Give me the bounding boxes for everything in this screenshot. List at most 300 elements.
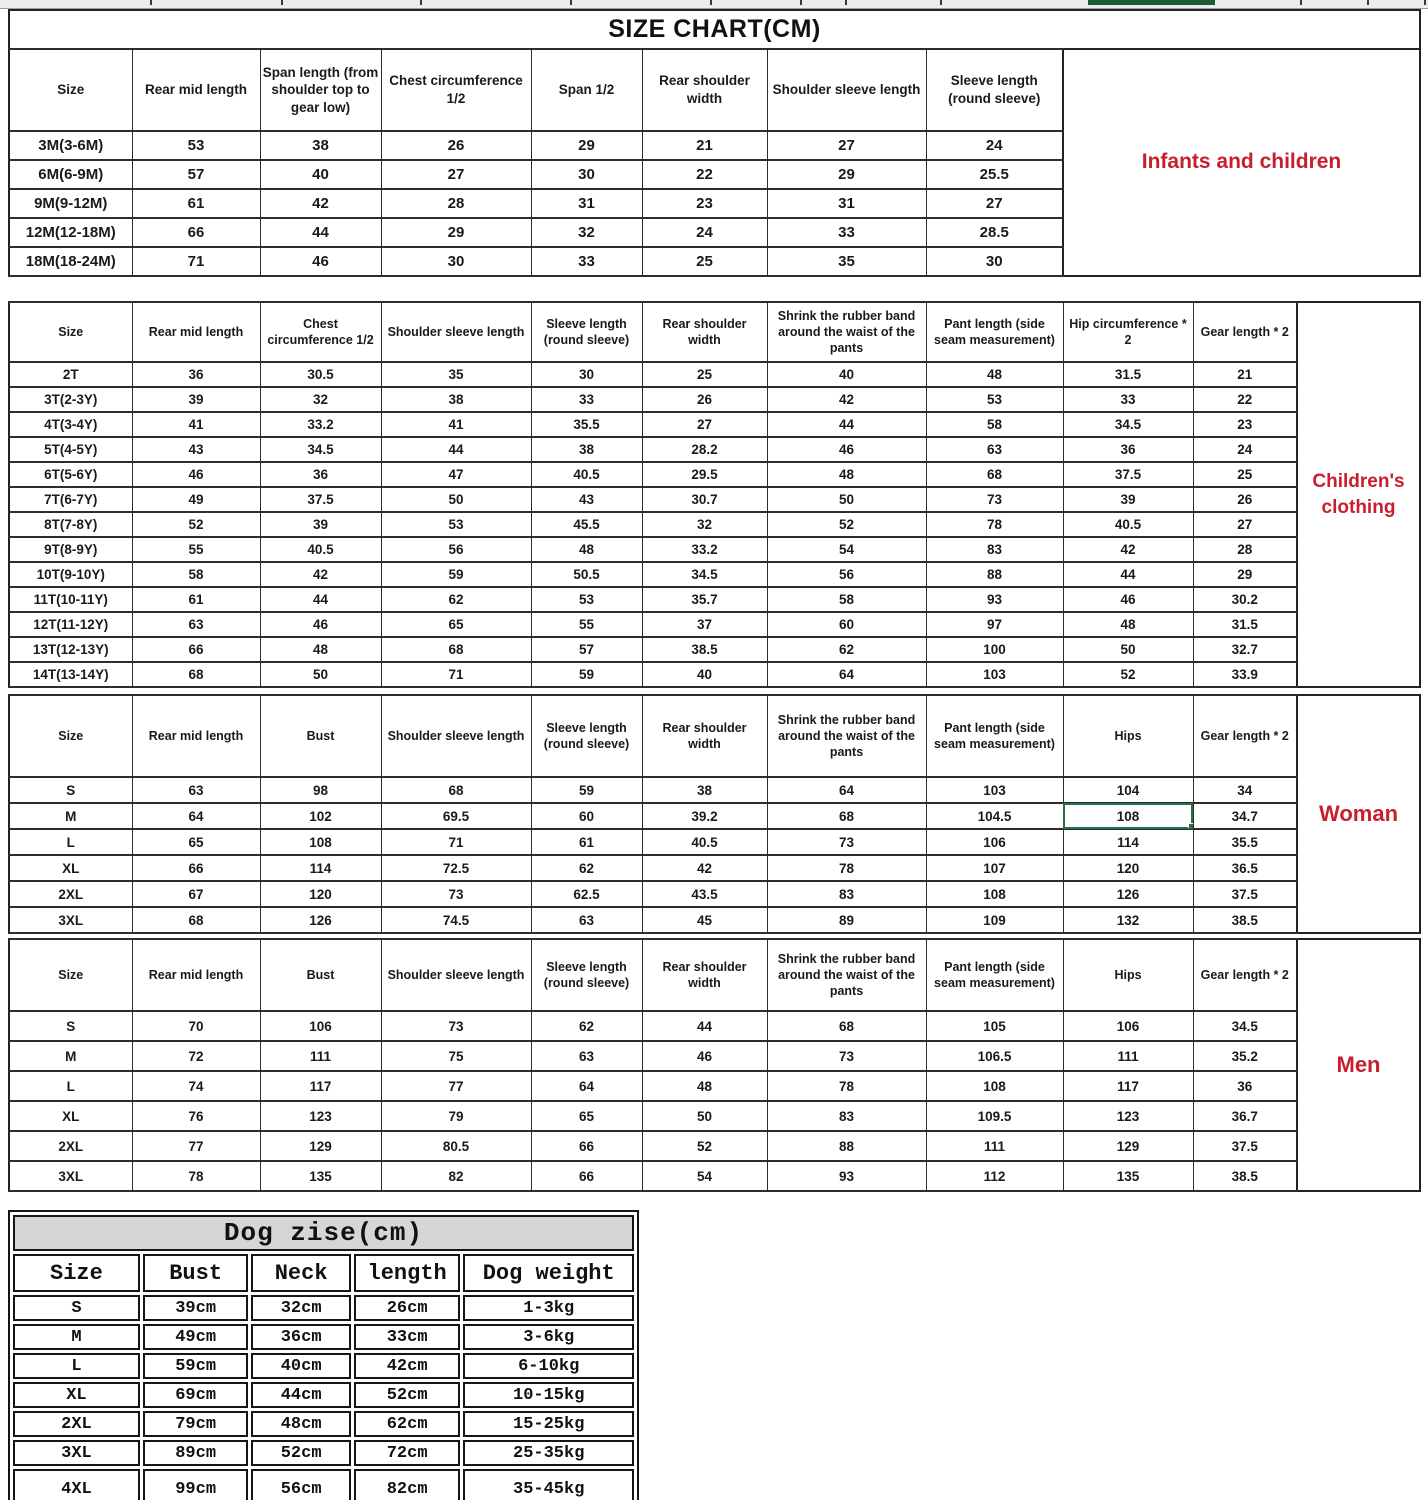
cell: 61	[531, 829, 642, 855]
cell: 29	[1193, 562, 1297, 587]
cell: 56	[381, 537, 531, 562]
cell: 36.5	[1193, 855, 1297, 881]
column-header: Bust	[260, 939, 381, 1011]
cell: 25	[1193, 462, 1297, 487]
row-size-label: 2T	[9, 362, 132, 387]
cell: 40.5	[642, 829, 767, 855]
cell: 43	[531, 487, 642, 512]
cell: 50	[642, 1101, 767, 1131]
table-row	[9, 437, 1297, 462]
cell: 68	[381, 777, 531, 803]
cell: 52	[1063, 662, 1193, 687]
cell: 106.5	[926, 1041, 1063, 1071]
column-header: Rear mid length	[132, 302, 260, 362]
page-title: SIZE CHART(CM)	[8, 9, 1421, 48]
cell: 31	[767, 189, 926, 218]
dog-title-row	[13, 1215, 634, 1251]
cell: 47	[381, 462, 531, 487]
cell: 44	[260, 587, 381, 612]
cell: 120	[1063, 855, 1193, 881]
cell: 78	[767, 855, 926, 881]
cell: 31	[531, 189, 642, 218]
cell: 46	[260, 247, 381, 276]
cell: 126	[1063, 881, 1193, 907]
cell: 111	[1063, 1041, 1193, 1071]
row-size-label: 5T(4-5Y)	[9, 437, 132, 462]
cell: 33	[767, 218, 926, 247]
cell: 77	[381, 1071, 531, 1101]
cell: 48	[1063, 612, 1193, 637]
cell: 117	[1063, 1071, 1193, 1101]
cell: 63	[531, 1041, 642, 1071]
cell: 36	[1063, 437, 1193, 462]
cell: 58	[926, 412, 1063, 437]
cell: 36	[260, 462, 381, 487]
header-row	[13, 1254, 634, 1292]
row-size-label: 2XL	[13, 1411, 140, 1437]
cell: 93	[767, 1161, 926, 1191]
column-header: Gear length * 2	[1193, 939, 1297, 1011]
cell: 22	[642, 160, 767, 189]
column-tick	[570, 0, 572, 5]
cell: 39	[260, 512, 381, 537]
table-row	[9, 777, 1297, 803]
row-size-label: 3XL	[9, 1161, 132, 1191]
cell: 104.5	[926, 803, 1063, 829]
cell: 120	[260, 881, 381, 907]
cell: 6-10kg	[463, 1353, 634, 1379]
column-header: Neck	[251, 1254, 350, 1292]
cell: 82	[381, 1161, 531, 1191]
cell: 52	[642, 1131, 767, 1161]
cell: 22	[1193, 387, 1297, 412]
cell: 64	[132, 803, 260, 829]
cell: 38.5	[1193, 907, 1297, 933]
cell: 25	[642, 362, 767, 387]
cell: 36cm	[251, 1324, 350, 1350]
cell: 25	[642, 247, 767, 276]
cell: 76	[132, 1101, 260, 1131]
cell: 49	[132, 487, 260, 512]
row-size-label: 2XL	[9, 881, 132, 907]
cell: 78	[132, 1161, 260, 1191]
cell: 35	[767, 247, 926, 276]
cell: 34.5	[1193, 1011, 1297, 1041]
cell: 40	[767, 362, 926, 387]
table-row	[13, 1411, 634, 1437]
cell: 27	[767, 131, 926, 160]
row-size-label: 3XL	[13, 1440, 140, 1466]
selection-fill-handle[interactable]	[1188, 823, 1194, 829]
cell: 73	[767, 829, 926, 855]
column-header: Shoulder sleeve length	[381, 939, 531, 1011]
cell: 78	[767, 1071, 926, 1101]
cell: 30.7	[642, 487, 767, 512]
cell: 62cm	[354, 1411, 461, 1437]
cell: 88	[767, 1131, 926, 1161]
cell: 28	[381, 189, 531, 218]
cell: 63	[926, 437, 1063, 462]
cell: 68	[767, 1011, 926, 1041]
cell: 35.7	[642, 587, 767, 612]
cell: 34	[1193, 777, 1297, 803]
cell: 28.2	[642, 437, 767, 462]
cell: 52	[132, 512, 260, 537]
row-size-label: 11T(10-11Y)	[9, 587, 132, 612]
cell: 26cm	[354, 1295, 461, 1321]
cell: 23	[1193, 412, 1297, 437]
table-row	[9, 387, 1297, 412]
cell: 41	[132, 412, 260, 437]
column-tick	[281, 0, 283, 5]
cell: 55	[531, 612, 642, 637]
column-header: Rear shoulder width	[642, 695, 767, 777]
row-size-label: XL	[9, 855, 132, 881]
column-header: Dog weight	[463, 1254, 634, 1292]
cell: 27	[1193, 512, 1297, 537]
cell: 56	[767, 562, 926, 587]
infants-label: Infants and children	[1064, 48, 1421, 277]
cell: 60	[531, 803, 642, 829]
table-row	[9, 637, 1297, 662]
cell: 89	[767, 907, 926, 933]
cell: 36	[132, 362, 260, 387]
cell: 62.5	[531, 881, 642, 907]
table-row	[13, 1469, 634, 1500]
cell: 27	[642, 412, 767, 437]
cell: 126	[260, 907, 381, 933]
cell: 26	[642, 387, 767, 412]
cell: 35-45kg	[463, 1469, 634, 1500]
row-size-label: 12M(12-18M)	[9, 218, 132, 247]
cell: 129	[1063, 1131, 1193, 1161]
cell: 68	[381, 637, 531, 662]
row-size-label: 13T(12-13Y)	[9, 637, 132, 662]
column-tick	[845, 0, 847, 5]
cell: 1-3kg	[463, 1295, 634, 1321]
cell: 77	[132, 1131, 260, 1161]
cell: 73	[767, 1041, 926, 1071]
cell: 34.7	[1193, 803, 1297, 829]
cell: 53	[381, 512, 531, 537]
cell: 38	[381, 387, 531, 412]
column-header: Sleeve length (round sleeve)	[531, 302, 642, 362]
cell: 42	[642, 855, 767, 881]
cell: 83	[767, 881, 926, 907]
active-selected-cell[interactable]: 108	[1063, 803, 1193, 829]
cell: 46	[1063, 587, 1193, 612]
sheet	[8, 9, 1421, 1500]
column-tick	[1367, 0, 1369, 5]
cell: 34.5	[642, 562, 767, 587]
column-header: Hips	[1063, 939, 1193, 1011]
column-header: Pant length (side seam measurement)	[926, 695, 1063, 777]
cell: 35.2	[1193, 1041, 1297, 1071]
row-size-label: S	[13, 1295, 140, 1321]
cell: 34.5	[1063, 412, 1193, 437]
row-size-label: 14T(13-14Y)	[9, 662, 132, 687]
row-size-label: L	[13, 1353, 140, 1379]
cell: 111	[260, 1041, 381, 1071]
row-size-label: 3M(3-6M)	[9, 131, 132, 160]
cell: 123	[260, 1101, 381, 1131]
row-size-label: 4XL	[13, 1469, 140, 1500]
cell: 72	[132, 1041, 260, 1071]
cell: 3-6kg	[463, 1324, 634, 1350]
cell: 68	[926, 462, 1063, 487]
column-header: Rear shoulder width	[642, 49, 767, 131]
column-header: length	[354, 1254, 461, 1292]
cell: 112	[926, 1161, 1063, 1191]
cell: 58	[132, 562, 260, 587]
row-size-label: 7T(6-7Y)	[9, 487, 132, 512]
table-row	[13, 1324, 634, 1350]
cell: 79	[381, 1101, 531, 1131]
children-label: Children's clothing	[1298, 301, 1421, 688]
cell: 59	[531, 662, 642, 687]
cell: 24	[1193, 437, 1297, 462]
cell: 60	[767, 612, 926, 637]
cell: 24	[926, 131, 1063, 160]
cell: 35.5	[531, 412, 642, 437]
cell: 114	[260, 855, 381, 881]
cell: 105	[926, 1011, 1063, 1041]
cell: 32cm	[251, 1295, 350, 1321]
cell: 50	[381, 487, 531, 512]
column-header: Pant length (side seam measurement)	[926, 302, 1063, 362]
column-tick	[1300, 0, 1302, 5]
cell: 21	[1193, 362, 1297, 387]
cell: 29.5	[642, 462, 767, 487]
cell: 48	[926, 362, 1063, 387]
cell: 37.5	[1063, 462, 1193, 487]
column-header: Shoulder sleeve length	[381, 695, 531, 777]
row-size-label: 6M(6-9M)	[9, 160, 132, 189]
column-header: Shrink the rubber band around the waist of the pants	[767, 695, 926, 777]
cell: 49cm	[143, 1324, 249, 1350]
column-header: Chest circumference 1/2	[260, 302, 381, 362]
cell: 66	[132, 637, 260, 662]
column-header: Sleeve length (round sleeve)	[531, 939, 642, 1011]
cell: 39	[132, 387, 260, 412]
cell: 10-15kg	[463, 1382, 634, 1408]
spacer	[8, 277, 1421, 301]
cell: 27	[381, 160, 531, 189]
men-section	[8, 938, 1421, 1192]
cell: 25-35kg	[463, 1440, 634, 1466]
cell: 35.5	[1193, 829, 1297, 855]
cell: 61	[132, 587, 260, 612]
column-header: Span length (from shoulder top to gear low)	[260, 49, 381, 131]
cell: 48	[260, 637, 381, 662]
table-row	[9, 487, 1297, 512]
cell: 65	[132, 829, 260, 855]
table-row	[9, 160, 1063, 189]
column-tick	[420, 0, 422, 5]
cell: 27	[926, 189, 1063, 218]
cell: 64	[531, 1071, 642, 1101]
table-row	[9, 189, 1063, 218]
column-header: Rear shoulder width	[642, 302, 767, 362]
cell: 71	[381, 829, 531, 855]
column-header: Gear length * 2	[1193, 695, 1297, 777]
table-row	[9, 218, 1063, 247]
table-row	[9, 829, 1297, 855]
cell: 72.5	[381, 855, 531, 881]
cell: 53	[926, 387, 1063, 412]
row-size-label: S	[9, 1011, 132, 1041]
table-row	[9, 612, 1297, 637]
cell: 104	[1063, 777, 1193, 803]
column-header: Rear mid length	[132, 939, 260, 1011]
cell: 30.5	[260, 362, 381, 387]
cell: 62	[531, 1011, 642, 1041]
cell: 93	[926, 587, 1063, 612]
spreadsheet-column-edge-strip	[0, 0, 1428, 9]
cell: 30.2	[1193, 587, 1297, 612]
table-row	[9, 537, 1297, 562]
cell: 66	[132, 218, 260, 247]
cell: 106	[926, 829, 1063, 855]
cell: 75	[381, 1041, 531, 1071]
cell: 109	[926, 907, 1063, 933]
cell: 117	[260, 1071, 381, 1101]
cell: 70	[132, 1011, 260, 1041]
cell: 69.5	[381, 803, 531, 829]
column-header: Gear length * 2	[1193, 302, 1297, 362]
cell: 39	[1063, 487, 1193, 512]
cell: 59	[381, 562, 531, 587]
cell: 68	[132, 662, 260, 687]
row-size-label: XL	[9, 1101, 132, 1131]
column-header: Rear shoulder width	[642, 939, 767, 1011]
cell: 46	[767, 437, 926, 462]
table-row	[13, 1353, 634, 1379]
row-size-label: 4T(3-4Y)	[9, 412, 132, 437]
cell: 44	[767, 412, 926, 437]
column-header: Pant length (side seam measurement)	[926, 939, 1063, 1011]
cell: 37.5	[1193, 881, 1297, 907]
header-row	[9, 302, 1297, 362]
cell: 37.5	[1193, 1131, 1297, 1161]
cell: 44	[260, 218, 381, 247]
cell: 52cm	[251, 1440, 350, 1466]
cell: 74	[132, 1071, 260, 1101]
table-row	[9, 855, 1297, 881]
column-header: Sleeve length (round sleeve)	[531, 695, 642, 777]
cell: 39cm	[143, 1295, 249, 1321]
cell: 100	[926, 637, 1063, 662]
infants-table	[8, 48, 1064, 277]
cell: 39.2	[642, 803, 767, 829]
cell: 30	[531, 362, 642, 387]
column-tick	[710, 0, 712, 5]
cell: 36.7	[1193, 1101, 1297, 1131]
table-row	[9, 362, 1297, 387]
cell: 80.5	[381, 1131, 531, 1161]
cell: 54	[767, 537, 926, 562]
cell: 48	[642, 1071, 767, 1101]
row-size-label: 9T(8-9Y)	[9, 537, 132, 562]
cell: 50	[767, 487, 926, 512]
cell: 23	[642, 189, 767, 218]
cell: 28	[1193, 537, 1297, 562]
cell: 106	[260, 1011, 381, 1041]
cell: 15-25kg	[463, 1411, 634, 1437]
row-size-label: 3T(2-3Y)	[9, 387, 132, 412]
cell: 72cm	[354, 1440, 461, 1466]
cell: 68	[132, 907, 260, 933]
cell: 40cm	[251, 1353, 350, 1379]
cell: 32	[642, 512, 767, 537]
men-table	[8, 938, 1298, 1192]
row-size-label: 2XL	[9, 1131, 132, 1161]
cell: 59	[531, 777, 642, 803]
cell: 56cm	[251, 1469, 350, 1500]
cell: 108	[926, 881, 1063, 907]
table-row	[9, 1161, 1297, 1191]
cell: 25.5	[926, 160, 1063, 189]
cell: 66	[531, 1161, 642, 1191]
cell: 98	[260, 777, 381, 803]
cell: 45	[642, 907, 767, 933]
column-header: Size	[9, 302, 132, 362]
cell: 38	[531, 437, 642, 462]
cell: 36	[1193, 1071, 1297, 1101]
column-header: Bust	[260, 695, 381, 777]
row-size-label: L	[9, 829, 132, 855]
cell: 53	[531, 587, 642, 612]
cell: 83	[767, 1101, 926, 1131]
row-size-label: 3XL	[9, 907, 132, 933]
cell: 42	[1063, 537, 1193, 562]
column-header: Size	[9, 49, 132, 131]
cell: 33cm	[354, 1324, 461, 1350]
cell: 48	[531, 537, 642, 562]
cell: 109.5	[926, 1101, 1063, 1131]
cell: 32	[531, 218, 642, 247]
cell: 35	[381, 362, 531, 387]
cell: 123	[1063, 1101, 1193, 1131]
cell: 28.5	[926, 218, 1063, 247]
table-row	[13, 1295, 634, 1321]
row-size-label: 10T(9-10Y)	[9, 562, 132, 587]
column-tick	[1424, 0, 1426, 5]
column-header: Rear mid length	[132, 49, 260, 131]
cell: 33	[1063, 387, 1193, 412]
cell: 64	[767, 777, 926, 803]
cell: 29	[767, 160, 926, 189]
cell: 37.5	[260, 487, 381, 512]
cell: 21	[642, 131, 767, 160]
column-tick	[940, 0, 942, 5]
cell: 45.5	[531, 512, 642, 537]
cell: 29	[381, 218, 531, 247]
column-header: Shrink the rubber band around the waist of the pants	[767, 302, 926, 362]
cell: 33	[531, 247, 642, 276]
table-row	[9, 562, 1297, 587]
cell: 40.5	[260, 537, 381, 562]
cell: 40	[642, 662, 767, 687]
table-row	[9, 1041, 1297, 1071]
cell: 102	[260, 803, 381, 829]
table-row	[9, 907, 1297, 933]
cell: 48	[767, 462, 926, 487]
cell: 59cm	[143, 1353, 249, 1379]
cell: 62	[381, 587, 531, 612]
cell: 53	[132, 131, 260, 160]
row-size-label: M	[13, 1324, 140, 1350]
